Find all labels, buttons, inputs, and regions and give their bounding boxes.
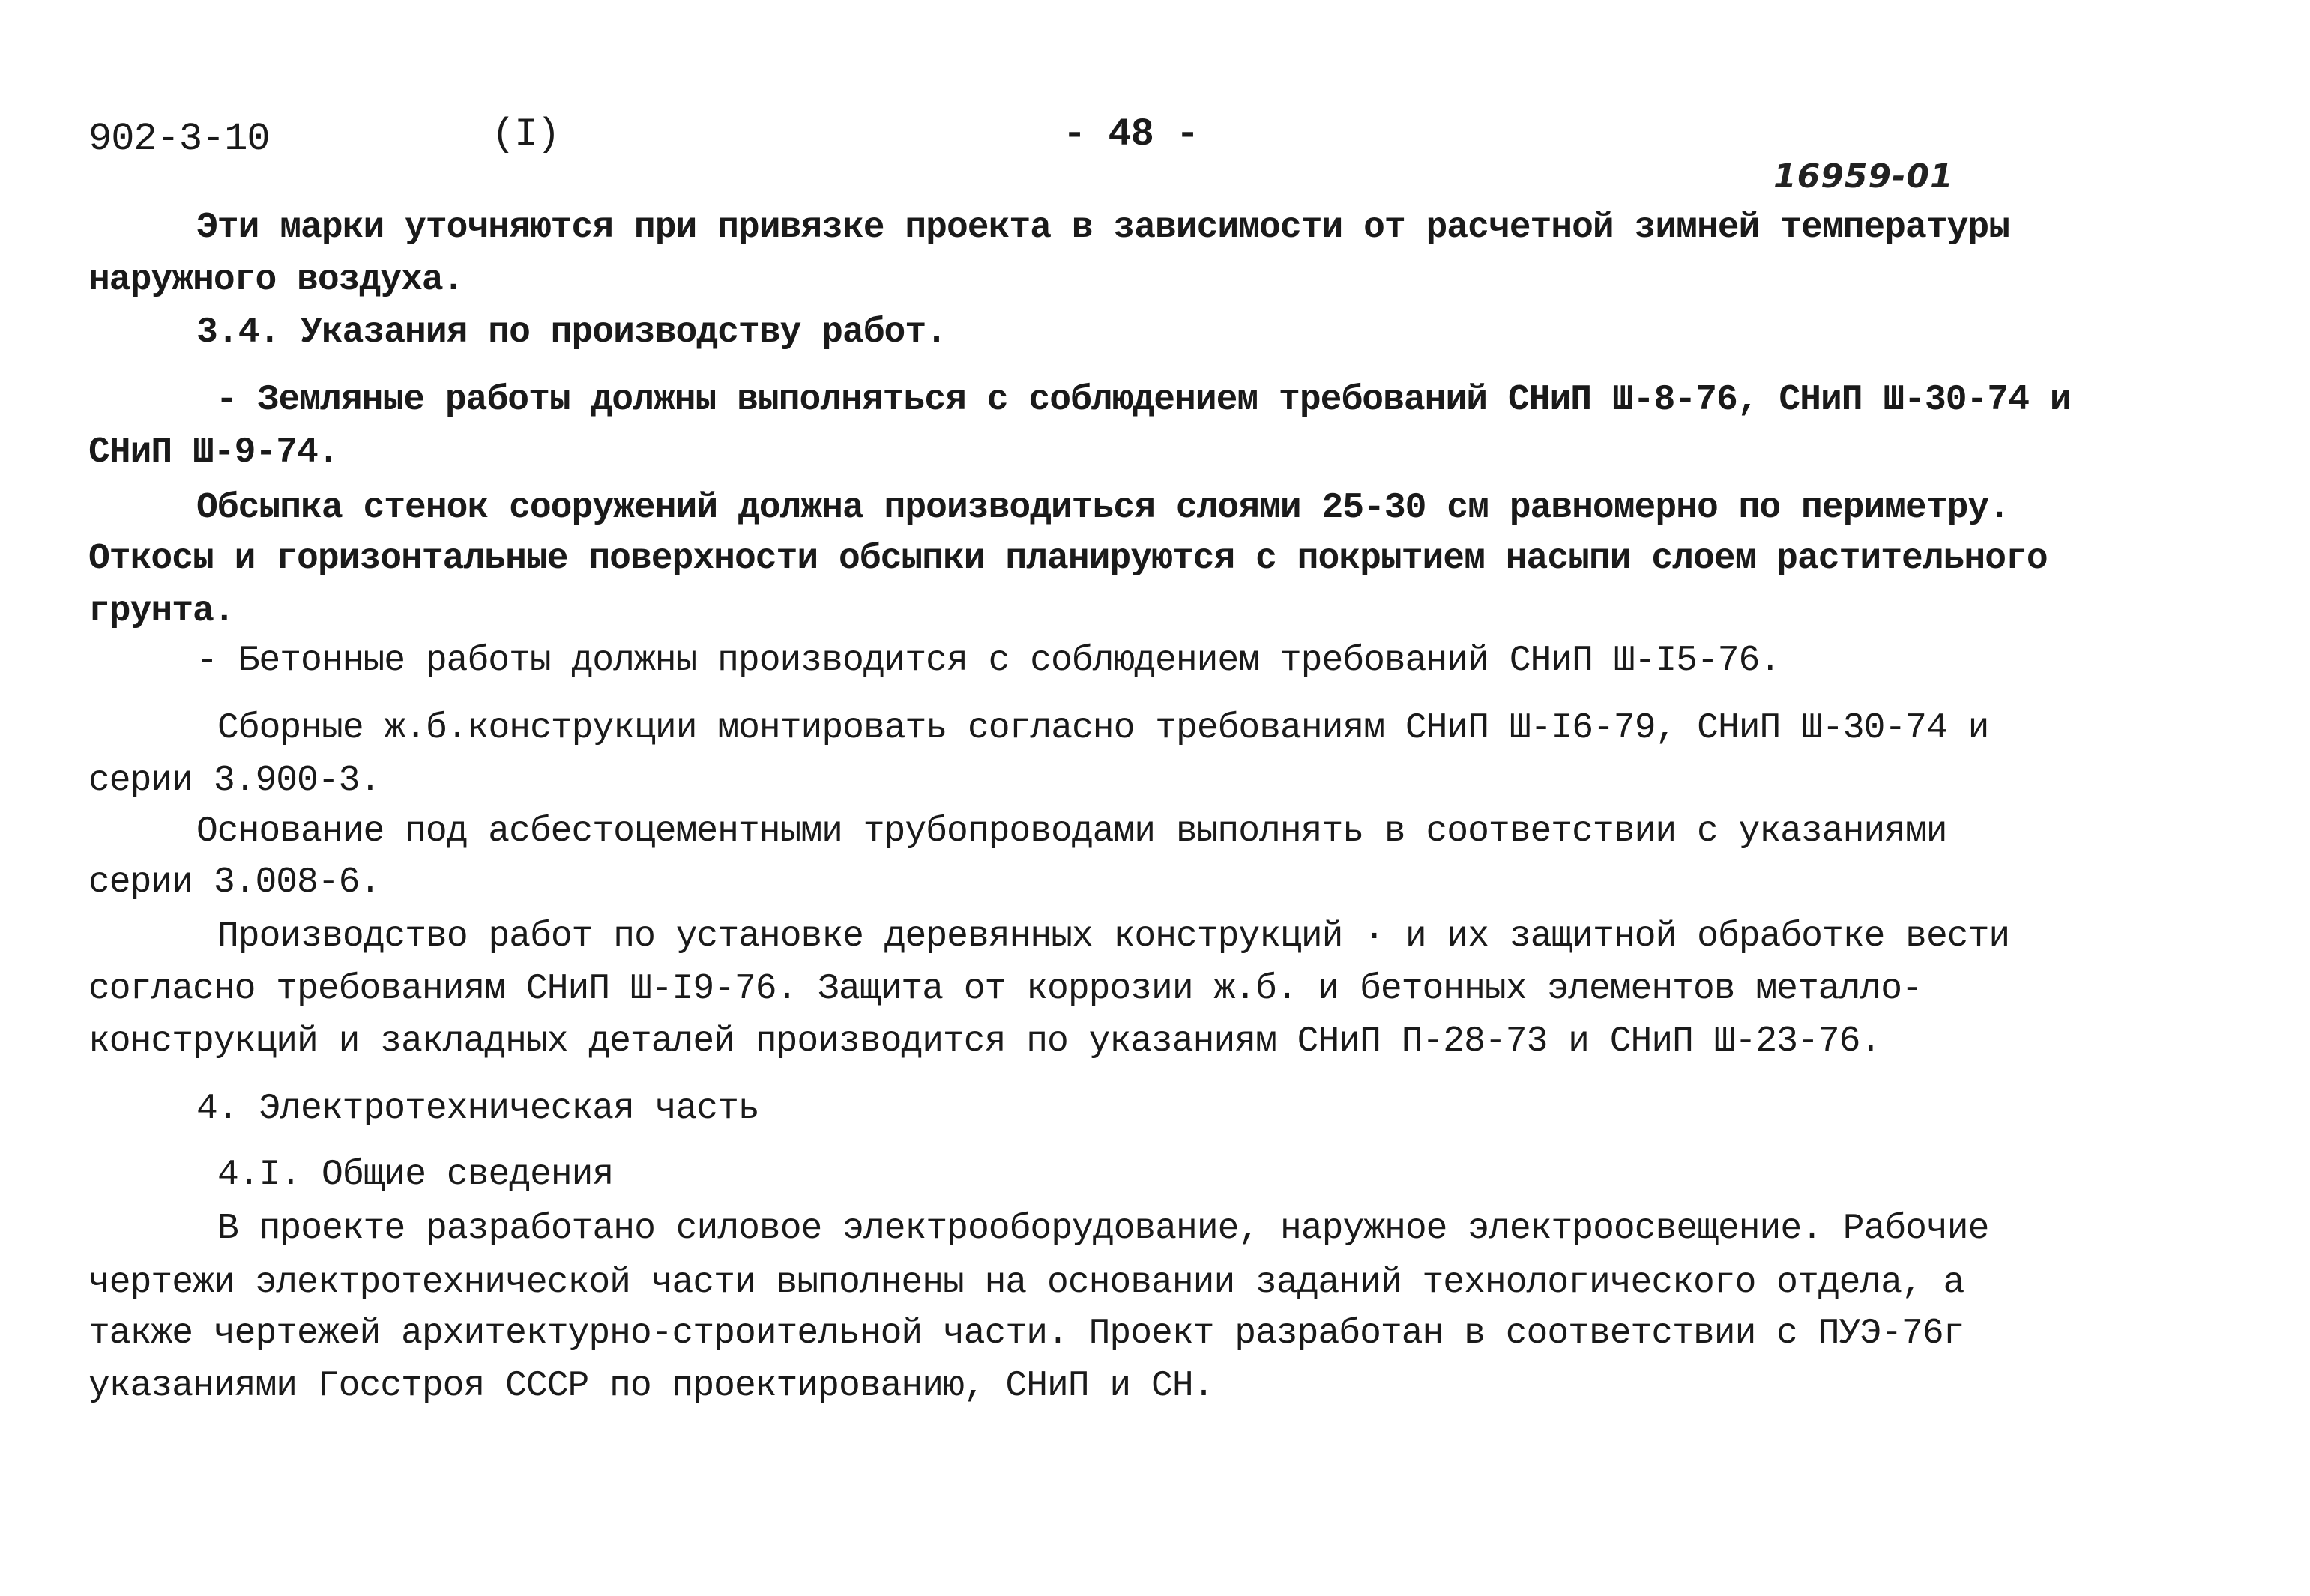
section-heading: 4. Электротехническая часть (196, 1089, 759, 1129)
text-line: грунта. (88, 591, 235, 632)
text-line: Откосы и горизонтальные поверхности обсыпки планируются с покрытием насыпи слоем растительного (88, 539, 2048, 579)
text-line: конструкций и закладных деталей производится по указаниям СНиП П-28-73 и СНиП Ш-23-76. (88, 1021, 1881, 1062)
text-line: Сборные ж.б.конструкции монтировать согласно требованиям СНиП Ш-I6-79, СНиП Ш-30-74 и (217, 708, 1989, 749)
page-number: - 48 - (1063, 112, 1199, 157)
text-line: - Бетонные работы должны производится с соблюдением требований СНиП Ш-I5-76. (196, 641, 1781, 681)
text-line: серии 3.900-3. (88, 761, 381, 801)
text-line: чертежи электротехнической части выполнены на основании заданий технологического отдела, а (88, 1263, 1964, 1303)
subsection-heading: 4.I. Общие сведения (217, 1155, 614, 1195)
section-heading: 3.4. Указания по производству работ. (196, 312, 947, 353)
text-line: СНиП Ш-9-74. (88, 432, 339, 473)
text-line: серии 3.008-6. (88, 862, 381, 903)
stamp-number: 16959-01 (1773, 157, 1954, 196)
text-line: - Земляные работы должны выполняться с соблюдением требований СНиП Ш-8-76, СНиП Ш-30-74 и (216, 380, 2071, 420)
text-line: наружного воздуха. (88, 260, 464, 300)
text-line: Эти марки уточняются при привязке проекта в зависимости от расчетной зимней температуры (196, 208, 2010, 248)
document-part: (I) (492, 112, 560, 157)
text-line: Основание под асбестоцементными трубопроводами выполнять в соответствии с указаниями (196, 811, 1947, 852)
text-line: Производство работ по установке деревянных конструкций · и их защитной обработке вести (217, 916, 2010, 957)
text-line: согласно требованиям СНиП Ш-I9-76. Защита от коррозии ж.б. и бетонных элементов металло- (88, 969, 1923, 1009)
text-line: В проекте разработано силовое электрооборудование, наружное электроосвещение. Рабочие (217, 1209, 1989, 1249)
text-line: также чертежей архитектурно-строительной части. Проект разработан в соответствии с ПУЭ-76г (88, 1314, 1964, 1354)
document-code: 902-3-10 (88, 117, 270, 161)
text-line: Обсыпка стенок сооружений должна производиться слоями 25-30 см равномерно по периметру. (196, 488, 2010, 528)
text-line: указаниями Госстроя СССР по проектированию, СНиП и СН. (88, 1366, 1214, 1406)
